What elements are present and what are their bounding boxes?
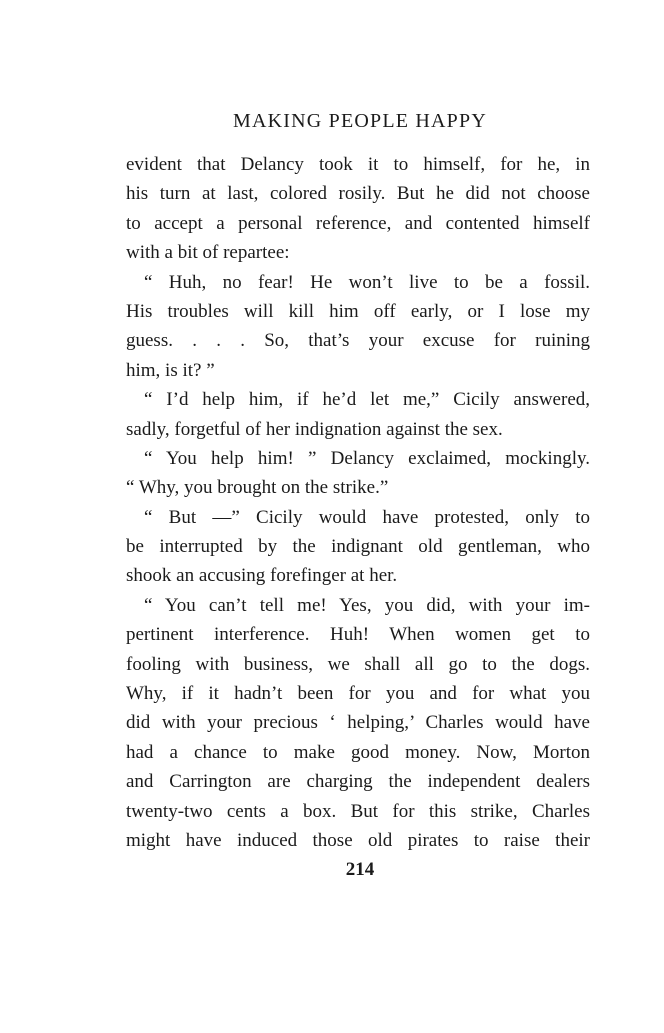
page-number: 214: [345, 859, 375, 880]
text-line: “ Why, you brought on the strike.”: [126, 477, 389, 499]
text-line: guess. . . . So, that’s your excuse for ruining: [126, 330, 590, 352]
text-line: had a chance to make good money. Now, Morton: [126, 741, 590, 763]
text-line: “ Huh, no fear! He won’t live to be a fossil.: [144, 271, 590, 293]
text-line: and Carrington are charging the independent dealers: [126, 771, 590, 793]
text-line: evident that Delancy took it to himself, for he, in: [126, 154, 590, 175]
text-line: “ You can’t tell me! Yes, you did, with your im-: [144, 594, 590, 616]
text-line: His troubles will kill him off early, or I lose my: [126, 300, 590, 322]
text-line: “ But —” Cicily would have protested, only to: [144, 506, 590, 528]
text-line: sadly, forgetful of her indignation against the sex.: [126, 418, 503, 440]
text-line: his turn at last, colored rosily. But he did not choose: [126, 183, 590, 205]
text-line: Why, if it hadn’t been for you and for what you: [126, 683, 590, 705]
text-line: him, is it? ”: [126, 359, 215, 381]
text-line: “ You help him! ” Delancy exclaimed, mockingly.: [144, 447, 590, 469]
body-text: [126, 150, 590, 855]
text-line: might have induced those old pirates to raise their: [126, 829, 590, 851]
text-line: with a bit of repartee:: [126, 242, 290, 264]
text-line: be interrupted by the indignant old gentleman, who: [126, 536, 590, 558]
running-head: MAKING PEOPLE HAPPY: [233, 110, 487, 132]
text-line: “ I’d help him, if he’d let me,” Cicily answered,: [144, 389, 590, 411]
text-line: twenty-two cents a box. But for this strike, Charles: [126, 800, 590, 822]
text-line: shook an accusing forefinger at her.: [126, 565, 398, 587]
text-line: fooling with business, we shall all go to the dogs.: [126, 653, 590, 675]
text-line: pertinent interference. Huh! When women get to: [126, 624, 590, 646]
text-line: did with your precious ‘ helping,’ Charles would have: [126, 712, 590, 734]
text-line: to accept a personal reference, and contented himself: [126, 212, 590, 234]
